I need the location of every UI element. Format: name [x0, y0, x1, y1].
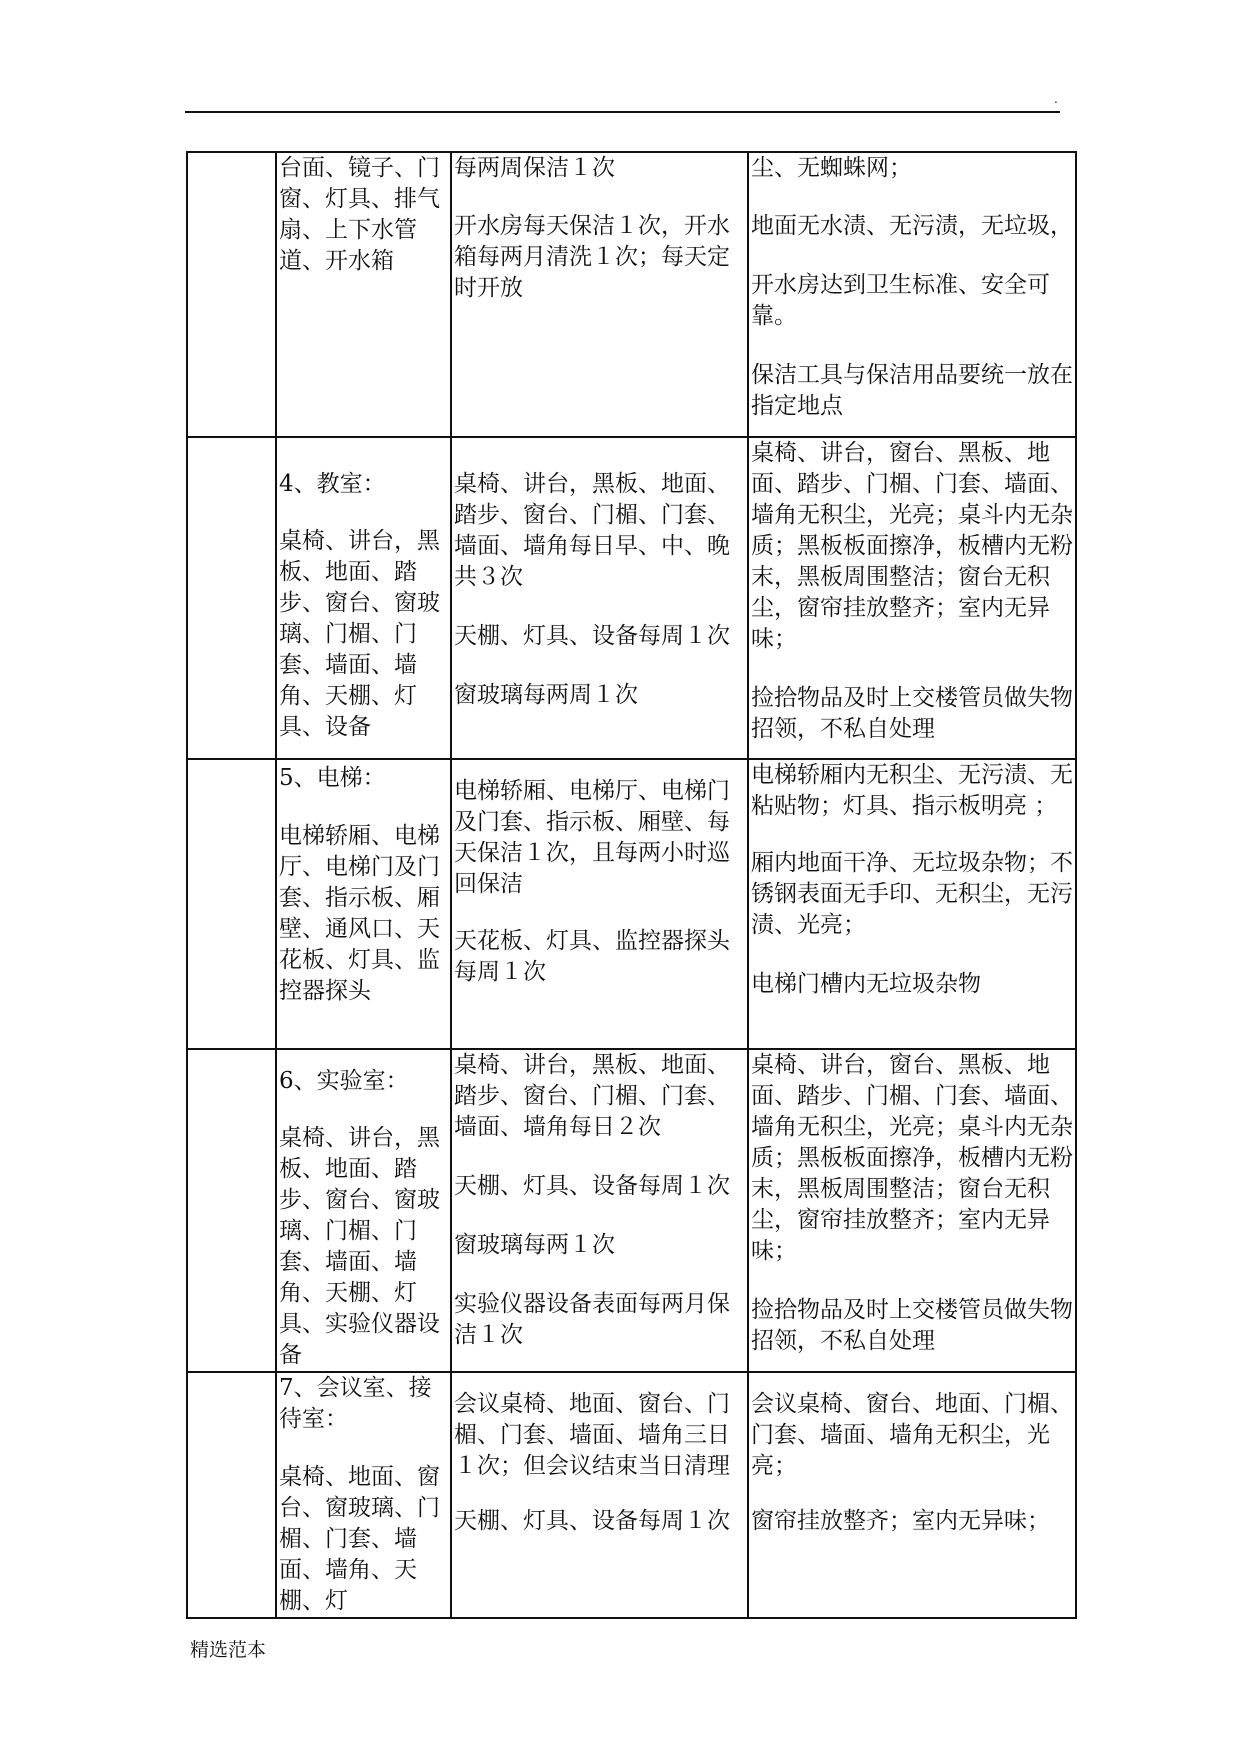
area-text: 桌椅、地面、窗台、窗玻璃、门楣、门套、墙面、墙角、天棚、灯 — [279, 1464, 440, 1614]
frequency-text: 电梯轿厢、电梯厅、电梯门及门套、指示板、厢壁、每天保洁１次，且每两小时巡回保洁 — [454, 778, 730, 897]
frequency-text: 桌椅、讲台，黑板、地面、踏步、窗台、门楣、门套、墙面、墙角每日２次 — [454, 1052, 730, 1140]
blank-column-cell — [187, 759, 276, 1049]
table-row — [187, 1049, 1076, 1372]
area-heading: 5、电梯： — [279, 765, 386, 791]
standard-text: 桌椅、讲台，窗台、黑板、地面、踏步、门楣、门套、墙面、墙角无积尘，光亮；桌斗内无杂质；黑板板面擦净，板槽内无粉末，黑板周围整洁；窗台无积尘，窗帘挂放整齐；室内无异味； — [751, 440, 1073, 652]
table-row — [187, 759, 1076, 1049]
standard-text: 桌椅、讲台，窗台、黑板、地面、踏步、门楣、门套、墙面、墙角无积尘，光亮；桌斗内无杂质；黑板板面擦净，板槽内无粉末，黑板周围整洁；窗台无积尘，窗帘挂放整齐；室内无异味； — [751, 1052, 1073, 1264]
blank-column-cell — [187, 152, 276, 437]
frequency-text: 窗玻璃每两周１次 — [454, 682, 638, 708]
header-mark: . — [1054, 92, 1058, 106]
area-heading: 4、教室： — [279, 471, 386, 497]
standard-text: 尘、无蜘蛛网； — [751, 155, 912, 181]
standard-cell — [748, 437, 1076, 759]
frequency-text: 会议桌椅、地面、窗台、门楣、门套、墙面、墙角三日１次；但会议结束当日清理 — [454, 1391, 730, 1479]
standard-text: 电梯轿厢内无积尘、无污渍、无粘贴物；灯具、指示板明亮 ； — [751, 762, 1073, 819]
frequency-text: 天花板、灯具、监控器探头每周１次 — [454, 928, 730, 985]
frequency-text: 天棚、灯具、设备每周１次 — [454, 623, 730, 649]
standard-cell — [748, 1372, 1076, 1618]
header-rule — [185, 111, 1060, 113]
area-cell — [276, 759, 451, 1049]
area-text: 电梯轿厢、电梯厅、电梯门及门套、指示板、厢壁、通风口、天花板、灯具、监控器探头 — [279, 823, 440, 1004]
standard-text: 厢内地面干净、无垃圾杂物；不锈钢表面无手印、无积尘，无污渍、光亮； — [751, 850, 1073, 938]
table-row — [187, 152, 1076, 437]
frequency-cell — [451, 152, 748, 437]
blank-column-cell — [187, 1372, 276, 1618]
area-text: 桌椅、讲台，黑板、地面、踏步、窗台、窗玻璃、门楣、门套、墙面、墙角、天棚、灯具、实验仪器设备 — [279, 1125, 440, 1368]
standard-text: 窗帘挂放整齐；室内无异味； — [751, 1508, 1050, 1534]
area-heading: 7、会议室、接待室： — [279, 1375, 432, 1432]
frequency-cell — [451, 1372, 748, 1618]
standard-text: 捡拾物品及时上交楼管员做失物招领，不私自处理 — [751, 685, 1073, 742]
area-cell — [276, 437, 451, 759]
standard-cell — [748, 1049, 1076, 1372]
frequency-cell — [451, 1049, 748, 1372]
area-cell — [276, 152, 451, 437]
blank-column-cell — [187, 1049, 276, 1372]
cleaning-standards-table — [186, 151, 1077, 1619]
standard-cell — [748, 152, 1076, 437]
frequency-text: 每两周保洁１次 — [454, 155, 615, 181]
standard-cell — [748, 759, 1076, 1049]
frequency-cell — [451, 759, 748, 1049]
frequency-text: 桌椅、讲台，黑板、地面、踏步、窗台、门楣、门套、墙面、墙角每日早、中、晚共３次 — [454, 471, 730, 590]
frequency-text: 实验仪器设备表面每两月保洁１次 — [454, 1291, 730, 1348]
area-text: 桌椅、讲台，黑板、地面、踏步、窗台、窗玻璃、门楣、门套、墙面、墙角、天棚、灯具、设备 — [279, 528, 440, 740]
table-row — [187, 437, 1076, 759]
frequency-text: 开水房每天保洁１次，开水箱每两月清洗１次；每天定时开放 — [454, 213, 730, 301]
standard-text: 捡拾物品及时上交楼管员做失物招领，不私自处理 — [751, 1297, 1073, 1354]
frequency-text: 天棚、灯具、设备每周１次 — [454, 1508, 730, 1534]
standard-text: 保洁工具与保洁用品要统一放在指定地点 — [751, 362, 1073, 419]
area-heading: 6、实验室： — [279, 1068, 409, 1094]
standard-text: 电梯门槽内无垃圾杂物 — [751, 971, 981, 997]
area-text: 台面、镜子、门窗、灯具、排气扇、上下水管道、开水箱 — [279, 155, 440, 274]
standard-text: 开水房达到卫生标准、安全可靠。 — [751, 272, 1050, 329]
footer-text: 精选范本 — [190, 1639, 267, 1661]
standard-text: 地面无水渍、无污渍，无垃圾， — [751, 213, 1073, 239]
area-cell — [276, 1372, 451, 1618]
frequency-cell — [451, 437, 748, 759]
table-row — [187, 1372, 1076, 1618]
frequency-text: 天棚、灯具、设备每周１次 — [454, 1173, 730, 1199]
area-cell — [276, 1049, 451, 1372]
blank-column-cell — [187, 437, 276, 759]
frequency-text: 窗玻璃每两１次 — [454, 1232, 615, 1258]
standard-text: 会议桌椅、窗台、地面、门楣、门套、墙面、墙角无积尘，光亮； — [751, 1391, 1073, 1479]
